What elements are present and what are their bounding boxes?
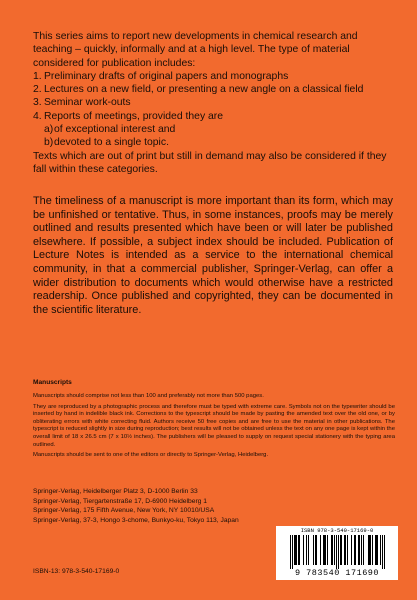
isbn-13-label: ISBN-13: 978-3-540-17169-0	[33, 568, 120, 575]
manuscripts-typing-paragraph: They are reproduced by a photographic process and therefore must be typed with extreme care. Symbols not on the typewriter should be inserted by hand in indelible black ink. Corrections to the typescript should be made by pasting the amended text over the old one, or by obliterating errors with white correcting fluid. Authors receive 50 free copies and are free to use the material in other publications. The typescript is reduced slightly in size during reproduction; best results will not be obtained unless the text on any one page is kept within the overall limit of 18 x 26.5 cm (7 x 10½ inches). The publishers will be pleased to supply on request special stationery with the typing area outlined.	[33, 403, 395, 448]
barcode-bar	[369, 535, 370, 565]
intro-closing-paragraph: Texts which are out of print but still in demand may also be considered if they fall within these categories.	[33, 150, 387, 175]
barcode-bar	[338, 535, 339, 569]
list-item-number: 3.	[33, 97, 42, 109]
barcode-bar	[306, 535, 307, 565]
list-item-text: Preliminary drafts of original papers and monographs	[44, 70, 289, 82]
list-item-number: 1.	[33, 70, 42, 82]
sub-list-item-text: devoted to a single topic.	[54, 137, 169, 149]
barcode-bar	[308, 535, 309, 565]
barcode-bar	[324, 535, 325, 565]
address-heidelberg: Springer-Verlag, Tiergartenstraße 17, D-6900 Heidelberg 1	[33, 497, 207, 505]
barcode-bar	[313, 535, 314, 565]
material-list	[33, 70, 393, 150]
sub-list-item-text: of exceptional interest and	[54, 124, 176, 136]
barcode-bar	[290, 535, 291, 569]
barcode-bar	[370, 535, 371, 565]
list-item	[33, 70, 393, 83]
manuscripts-heading: Manuscripts	[33, 379, 72, 386]
barcode-bar	[380, 535, 381, 565]
address-new-york: Springer-Verlag, 175 Fifth Avenue, New York, NY 10010/USA	[33, 507, 215, 515]
publisher-addresses	[33, 487, 239, 525]
list-item-number: 2.	[33, 84, 42, 96]
barcode-bar	[295, 535, 296, 565]
barcode-bar	[320, 535, 321, 565]
barcode-bar	[354, 535, 355, 565]
barcode-bar	[359, 535, 360, 565]
barcode-bar	[334, 535, 335, 565]
list-item-text: Seminar work-outs	[44, 97, 131, 109]
barcode-bar	[341, 535, 342, 565]
barcode-bar	[376, 535, 377, 565]
barcode-icon	[290, 535, 385, 569]
barcode-label	[276, 526, 398, 580]
barcode-bar	[298, 535, 299, 565]
barcode-isbn-text: ISBN 978-3-540-17169-0	[300, 527, 374, 534]
list-item-number: 4.	[33, 110, 42, 122]
barcode-bar	[355, 535, 356, 565]
barcode-bar	[296, 535, 297, 565]
barcode-bar	[358, 535, 359, 565]
barcode-bar	[292, 535, 293, 569]
sub-list-item-letter: b)	[44, 137, 54, 149]
barcode-bar	[361, 535, 362, 565]
intro-paragraph: This series aims to report new developments in chemical research and teaching – quickly, informally and at a high level. The type of material considered for publication includes:	[33, 31, 358, 69]
barcode-bar	[336, 535, 337, 569]
sub-list-item-letter: a)	[44, 124, 54, 136]
barcode-bar	[375, 535, 376, 565]
barcode-bar	[344, 535, 345, 565]
barcode-bar	[377, 535, 378, 565]
barcode-bar	[332, 535, 333, 565]
barcode-bar	[325, 535, 326, 565]
list-item	[33, 83, 393, 96]
manuscripts-submission-paragraph: Manuscripts should be sent to one of the editors or directly to Springer-Verlag, Heidelberg.	[33, 452, 269, 459]
barcode-bar	[331, 535, 332, 565]
barcode-bar	[347, 535, 348, 565]
sub-list-item	[33, 136, 393, 149]
barcode-bar	[323, 535, 324, 565]
timeliness-paragraph: The timeliness of a manuscript is more important than its form, which may be unfinished or tentative. Thus, in some instances, proofs may be merely outlined and results presented which have been or will later be published elsewhere. If possible, a subject index should be included. Publication of Lecture Notes is intended as a service to the international chemical community, in that a commercial publisher, Springer-Verlag, can offer a wider distribution to documents which would otherwise have a restricted readership. Once published and copyrighted, they can be documented in the scientific literature.	[33, 195, 393, 316]
barcode-bar	[372, 535, 373, 565]
barcode-bar	[315, 535, 316, 565]
barcode-digits: 9 783540 171690	[294, 568, 379, 578]
series-description	[33, 30, 393, 176]
barcode-bar	[327, 535, 328, 565]
barcode-bar	[340, 535, 341, 565]
list-item	[33, 110, 393, 123]
address-tokyo: Springer-Verlag, 37-3, Hongo 3-chome, Bunkyo-ku, Tokyo 113, Japan	[33, 516, 239, 524]
barcode-bar	[382, 535, 383, 569]
barcode-bar	[384, 535, 385, 569]
barcode-bar	[351, 535, 352, 565]
address-berlin: Springer-Verlag, Heidelberger Platz 3, D-1000 Berlin 33	[33, 488, 198, 495]
manuscripts-length-paragraph: Manuscripts should comprise not less than 100 and preferably not more than 500 pages.	[33, 393, 264, 399]
list-item	[33, 96, 393, 109]
barcode-bar	[345, 535, 346, 565]
manuscripts-section	[33, 393, 395, 460]
barcode-bar	[316, 535, 317, 565]
barcode-bar	[299, 535, 300, 565]
barcode-bar	[363, 535, 364, 565]
barcode-bar	[294, 535, 295, 565]
list-item-text: Lectures on a new field, or presenting a new angle on a classical field	[44, 84, 364, 96]
barcode-bar	[303, 535, 304, 565]
barcode-bar	[368, 535, 369, 565]
list-item-text: Reports of meetings, provided they are	[44, 110, 224, 122]
sub-list-item	[33, 123, 393, 136]
